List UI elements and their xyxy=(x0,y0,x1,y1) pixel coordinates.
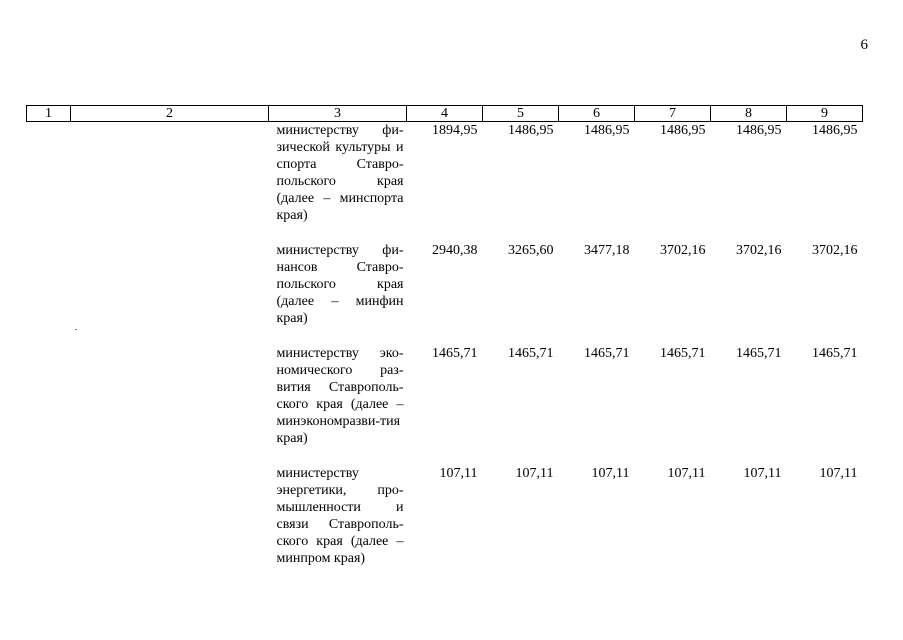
row-value: 3477,18 xyxy=(584,243,630,258)
row-cell-1 xyxy=(27,242,71,345)
header-cell-8: 8 xyxy=(711,106,787,122)
row-value: 1894,95 xyxy=(432,123,478,138)
header-cell-6: 6 xyxy=(559,106,635,122)
row-value: 3702,16 xyxy=(812,243,858,258)
row-value: 3702,16 xyxy=(660,243,706,258)
row-cell-2 xyxy=(71,345,269,465)
row-value: 3702,16 xyxy=(736,243,782,258)
row-value: 3265,60 xyxy=(508,243,554,258)
row-cell-1 xyxy=(27,345,71,465)
row-value: 1465,71 xyxy=(660,346,706,361)
table-row xyxy=(27,242,863,345)
row-description: министерству эко-номического раз-вития Ставрополь-ского края (далее – минэкономразви-тия края) xyxy=(276,346,404,446)
page-number: 6 xyxy=(860,37,868,53)
row-cell-2 xyxy=(71,465,269,585)
row-value: 1486,95 xyxy=(660,123,706,138)
row-value: 107,11 xyxy=(591,466,630,481)
row-value: 107,11 xyxy=(819,466,858,481)
budget-table xyxy=(26,105,863,585)
row-cell-2 xyxy=(71,242,269,345)
row-value: 107,11 xyxy=(439,466,478,481)
header-cell-5: 5 xyxy=(483,106,559,122)
row-value: 107,11 xyxy=(515,466,554,481)
table-row xyxy=(27,345,863,465)
header-cell-4: 4 xyxy=(407,106,483,122)
row-value: 107,11 xyxy=(743,466,782,481)
table-row xyxy=(27,122,863,243)
row-value: 1486,95 xyxy=(812,123,858,138)
row-value: 1486,95 xyxy=(736,123,782,138)
row-value: 107,11 xyxy=(667,466,706,481)
row-description: министерству фи-нансов Ставро-польского края (далее – минфин края) xyxy=(276,243,404,326)
row-value: 1465,71 xyxy=(508,346,554,361)
row-value: 1465,71 xyxy=(584,346,630,361)
row-cell-2 xyxy=(71,122,269,243)
row-cell-1 xyxy=(27,122,71,243)
row-value: 1465,71 xyxy=(736,346,782,361)
row-value: 1486,95 xyxy=(508,123,554,138)
row-value: 2940,38 xyxy=(432,243,478,258)
header-cell-1: 1 xyxy=(27,106,71,122)
row-description: министерству энергетики, про-мышленности и связи Ставрополь-ского края (далее – минпром края) xyxy=(276,466,404,566)
row-value: 1465,71 xyxy=(812,346,858,361)
row-description: министерству фи-зической культуры и спорта Ставро-польского края (далее – минспорта края) xyxy=(276,123,404,223)
row-value: 1465,71 xyxy=(432,346,478,361)
row-cell-1 xyxy=(27,465,71,585)
table-row xyxy=(27,465,863,585)
header-cell-7: 7 xyxy=(635,106,711,122)
table-header-row xyxy=(27,106,863,122)
header-cell-9: 9 xyxy=(787,106,863,122)
header-cell-3: 3 xyxy=(269,106,407,122)
row-value: 1486,95 xyxy=(584,123,630,138)
header-cell-2: 2 xyxy=(71,106,269,122)
